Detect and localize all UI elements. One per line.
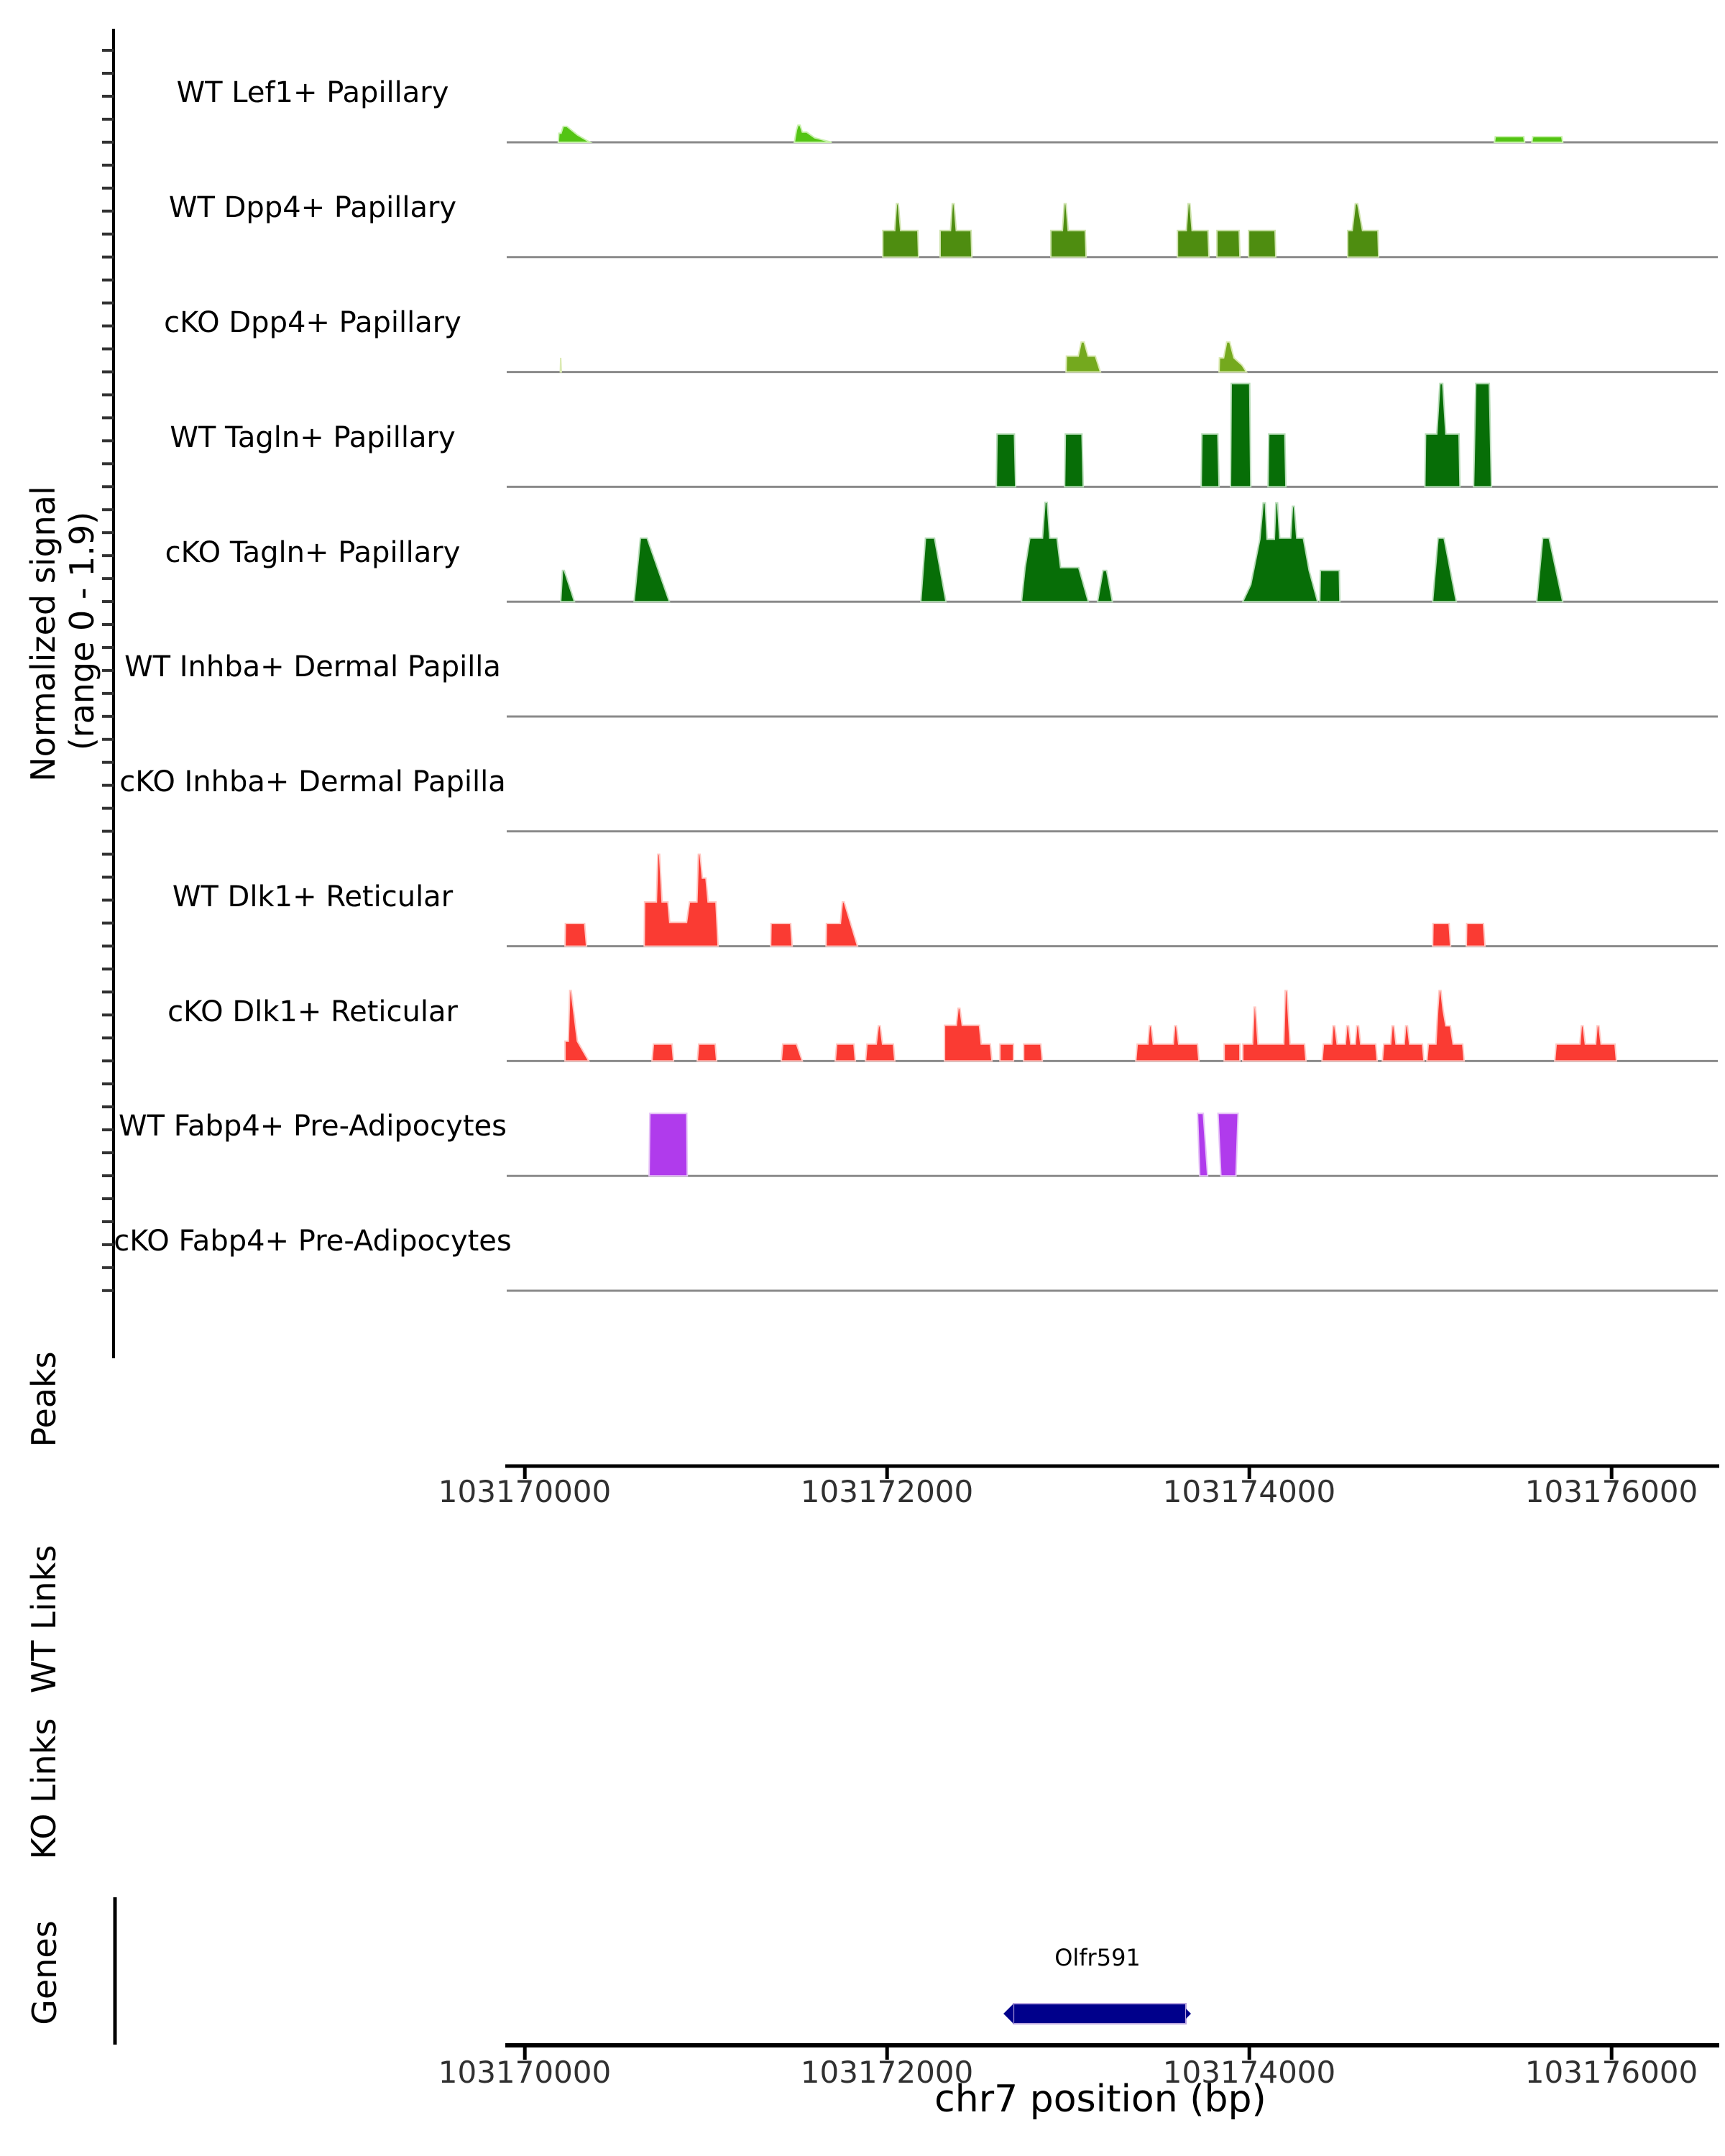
bottom-axis-tick-103176000: 103176000 bbox=[1524, 2055, 1698, 2090]
gene-label-olfr591: Olfr591 bbox=[1054, 1944, 1141, 1971]
track-label-cko-dlk1-reticular: cKO Dlk1+ Reticular bbox=[167, 995, 458, 1028]
peaks-axis-tick-103170000: 103170000 bbox=[438, 1474, 612, 1509]
track-label-cko-inhba-dermal-papilla: cKO Inhba+ Dermal Papilla bbox=[119, 765, 506, 798]
peaks-axis-tick-103172000: 103172000 bbox=[800, 1474, 974, 1509]
x-axis-title: chr7 position (bp) bbox=[934, 2078, 1266, 2121]
track-label-cko-fabp4-pre-adipocytes: cKO Fabp4+ Pre-Adipocytes bbox=[114, 1225, 512, 1258]
peaks-axis-tick-103176000: 103176000 bbox=[1524, 1474, 1698, 1509]
track-label-wt-lef1-papillary: WT Lef1+ Papillary bbox=[176, 76, 449, 109]
section-label-ko-links: KO Links bbox=[24, 1718, 63, 1860]
bottom-axis-tick-103174000: 103174000 bbox=[1162, 2055, 1336, 2090]
track-label-wt-inhba-dermal-papilla: WT Inhba+ Dermal Papilla bbox=[124, 650, 501, 683]
y-axis-label-line2: (range 0 - 1.9) bbox=[63, 511, 101, 751]
peaks-axis-tick-103174000: 103174000 bbox=[1162, 1474, 1336, 1509]
track-label-wt-fabp4-pre-adipocytes: WT Fabp4+ Pre-Adipocytes bbox=[119, 1110, 507, 1143]
track-label-wt-dpp4-papillary: WT Dpp4+ Papillary bbox=[168, 191, 457, 224]
section-label-genes: Genes bbox=[25, 1920, 64, 2025]
section-label-wt-links: WT Links bbox=[24, 1544, 63, 1694]
bottom-axis-tick-103172000: 103172000 bbox=[800, 2055, 974, 2090]
section-label-peaks: Peaks bbox=[24, 1351, 63, 1447]
track-label-cko-tagln-papillary: cKO Tagln+ Papillary bbox=[165, 536, 461, 569]
y-axis-label-line1: Normalized signal bbox=[24, 486, 63, 782]
track-label-wt-dlk1-reticular: WT Dlk1+ Reticular bbox=[172, 880, 454, 913]
track-label-cko-dpp4-papillary: cKO Dpp4+ Papillary bbox=[164, 306, 461, 339]
track-label-wt-tagln-papillary: WT Tagln+ Papillary bbox=[170, 421, 456, 454]
bottom-axis-tick-103170000: 103170000 bbox=[438, 2055, 612, 2090]
